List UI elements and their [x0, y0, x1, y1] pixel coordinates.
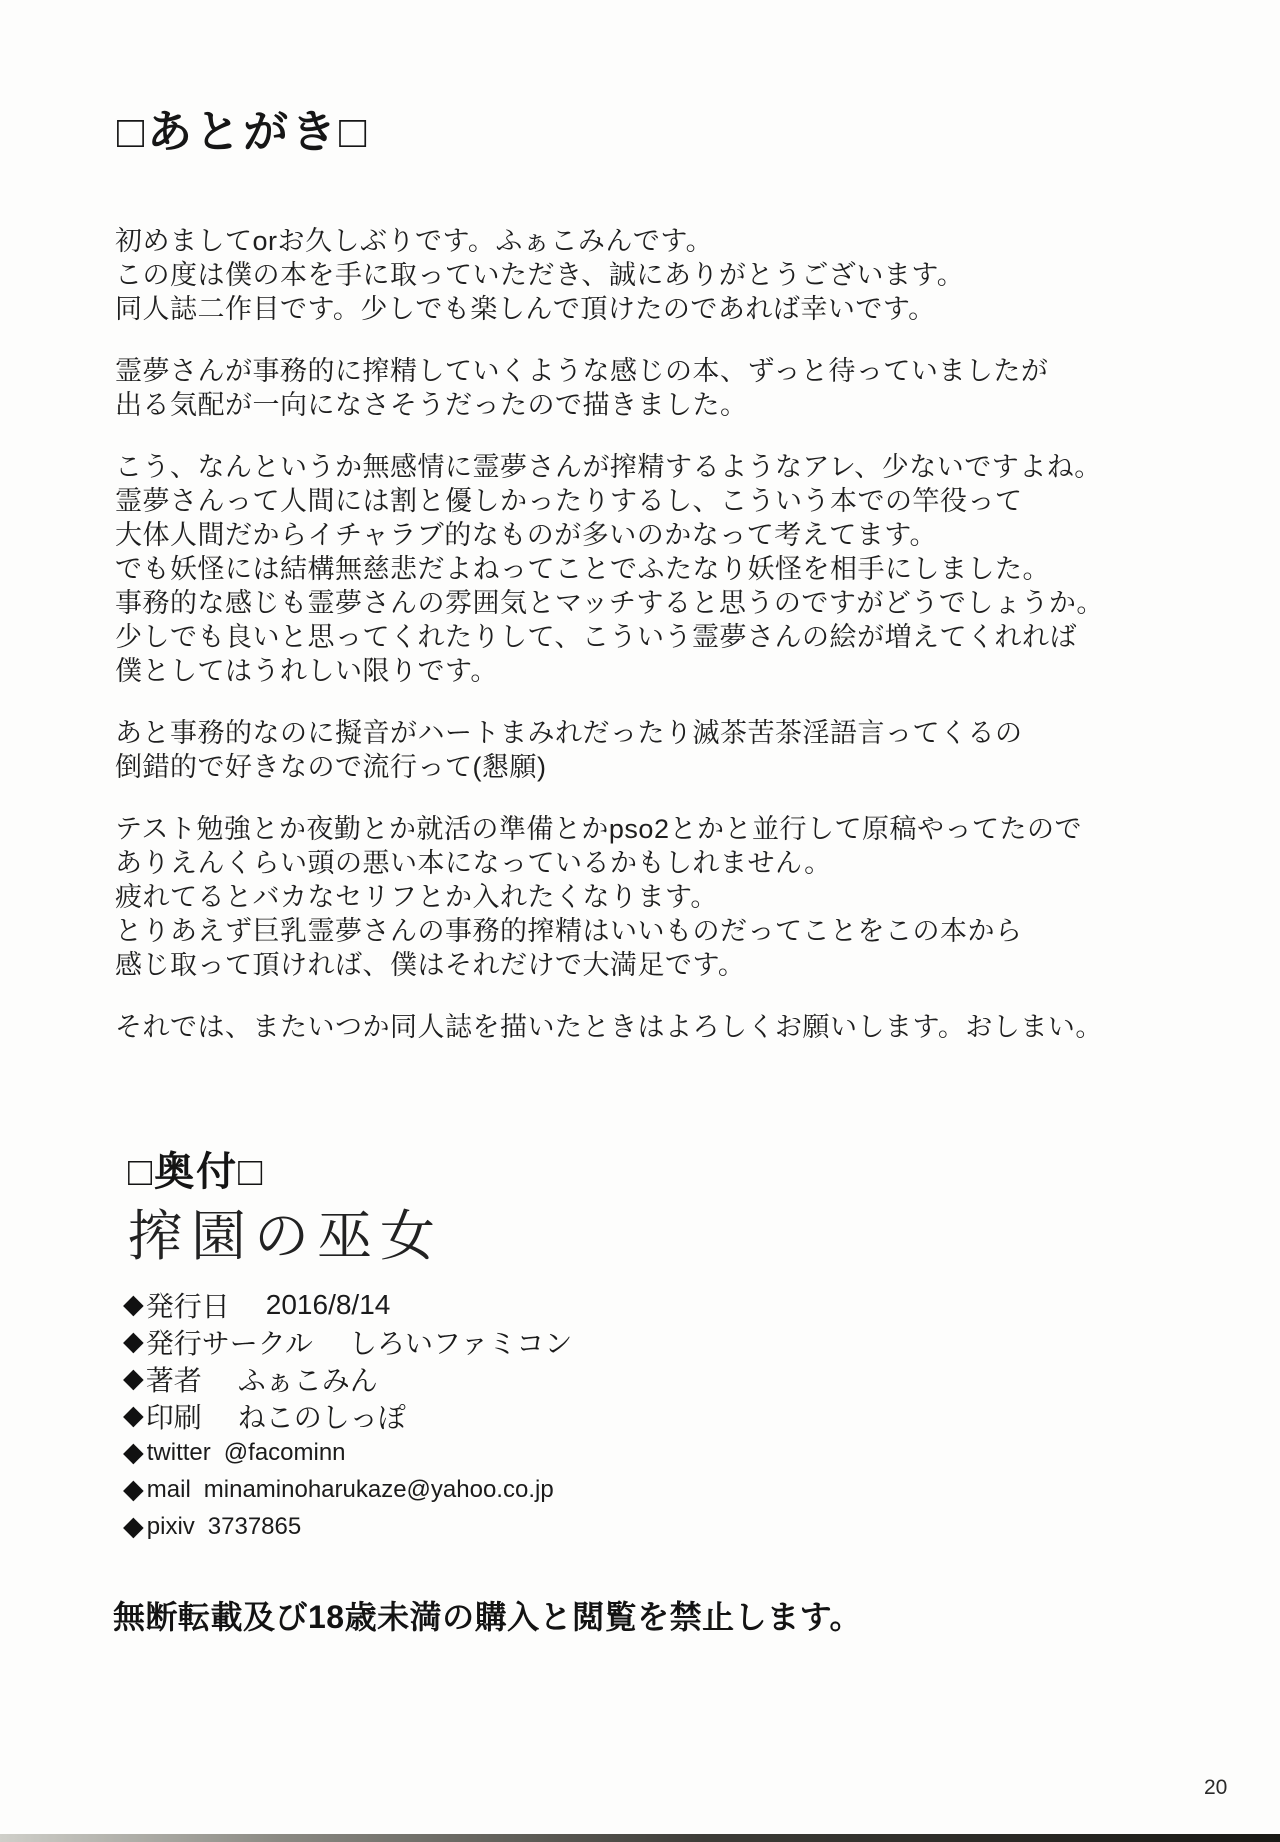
- colophon-item-author: [123, 1360, 572, 1397]
- afterword-paragraph: [115, 450, 1175, 688]
- colophon-item-twitter: [123, 1434, 572, 1471]
- text-line: 大体人間だからイチャラブ的なものが多いのかなって考えてます。: [115, 520, 938, 550]
- afterword-body: [115, 224, 1175, 1072]
- colophon-item-circle: [123, 1323, 572, 1360]
- colophon-heading: □奥付□: [128, 1150, 265, 1194]
- diamond-icon: ◆: [123, 1511, 144, 1541]
- text-line: あと事務的なのに擬音がハートまみれだったり滅茶苦茶淫語言ってくるの: [115, 718, 1023, 748]
- diamond-icon: ◆: [123, 1363, 144, 1393]
- colophon-list: [123, 1286, 572, 1545]
- text-line: 同人誌二作目です。少しでも楽しんで頂けたのであれば幸いです。: [115, 294, 936, 324]
- scan-edge-shadow: [0, 1834, 1280, 1842]
- book-title: 搾園の巫女: [128, 1206, 444, 1267]
- colophon-value: 2016/8/14: [265, 1288, 391, 1320]
- text-line: この度は僕の本を手に取っていただき、誠にありがとうございます。: [115, 260, 965, 290]
- colophon-label: 著者: [145, 1364, 202, 1396]
- text-line: 出る気配が一向になさそうだったので描きました。: [115, 390, 748, 420]
- colophon-value: minaminoharukaze@yahoo.co.jp: [203, 1475, 554, 1503]
- afterword-heading: □あとがき□: [117, 106, 370, 157]
- text-line: こう、なんというか無感情に霊夢さんが搾精するようなアレ、少ないですよね。: [115, 452, 1102, 482]
- afterword-paragraph: [115, 716, 1175, 784]
- text-line: ありえんくらい頭の悪い本になっているかもしれません。: [115, 848, 832, 878]
- diamond-icon: ◆: [123, 1400, 144, 1430]
- colophon-value: 3737865: [207, 1512, 302, 1540]
- text-line: テスト勉強とか夜勤とか就活の準備とかpso2とかと並行して原稿やってたので: [115, 814, 1082, 844]
- colophon-value: @facominn: [223, 1438, 346, 1466]
- diamond-icon: ◆: [123, 1474, 144, 1504]
- text-line: 感じ取って頂ければ、僕はそれだけで大満足です。: [115, 950, 746, 980]
- text-line: 少しでも良いと思ってくれたりして、こういう霊夢さんの絵が増えてくれれば: [115, 622, 1077, 652]
- colophon-item-publish-date: [123, 1286, 572, 1323]
- text-line: とりあえず巨乳霊夢さんの事務的搾精はいいものだってことをこの本から: [115, 916, 1023, 946]
- afterword-paragraph: [115, 224, 1175, 326]
- text-line: 事務的な感じも霊夢さんの雰囲気とマッチすると思うのですがどうでしょうか。: [115, 588, 1104, 618]
- diamond-icon: ◆: [123, 1437, 144, 1467]
- text-line: 疲れてるとバカなセリフとか入れたくなります。: [115, 882, 718, 912]
- colophon-item-pixiv: [123, 1508, 572, 1545]
- text-line: 霊夢さんって人間には割と優しかったりするし、こういう本での竿役って: [115, 486, 1023, 516]
- colophon-value: ふぁこみん: [237, 1364, 378, 1396]
- text-line: 倒錯的で好きなので流行って(懇願): [115, 752, 547, 782]
- colophon-item-printer: [123, 1397, 572, 1434]
- colophon-label: mail: [146, 1475, 191, 1503]
- colophon-item-mail: [123, 1471, 572, 1508]
- page-number: 20: [1204, 1776, 1228, 1799]
- text-line: それでは、またいつか同人誌を描いたときはよろしくお願いします。おしまい。: [115, 1012, 1103, 1042]
- colophon-label: twitter: [146, 1438, 211, 1466]
- diamond-icon: ◆: [123, 1289, 144, 1319]
- colophon-value: しろいファミコン: [348, 1327, 573, 1359]
- text-line: 僕としてはうれしい限りです。: [115, 656, 498, 686]
- afterword-paragraph: [115, 812, 1175, 982]
- text-line: 霊夢さんが事務的に搾精していくような感じの本、ずっと待っていましたが: [115, 356, 1049, 386]
- afterword-paragraph: [115, 1010, 1175, 1044]
- colophon-label: 発行日: [145, 1290, 230, 1322]
- age-warning: 無断転載及び18歳未満の購入と閲覧を禁止します。: [113, 1599, 863, 1635]
- diamond-icon: ◆: [123, 1326, 144, 1356]
- text-line: でも妖怪には結構無慈悲だよねってことでふたなり妖怪を相手にしました。: [115, 554, 1050, 584]
- colophon-label: pixiv: [146, 1512, 195, 1540]
- colophon-value: ねこのしっぽ: [237, 1401, 406, 1433]
- afterword-paragraph: [115, 354, 1175, 422]
- colophon-label: 印刷: [145, 1401, 202, 1433]
- text-line: 初めましてorお久しぶりです。ふぁこみんです。: [115, 226, 714, 256]
- colophon-label: 発行サークル: [145, 1327, 313, 1359]
